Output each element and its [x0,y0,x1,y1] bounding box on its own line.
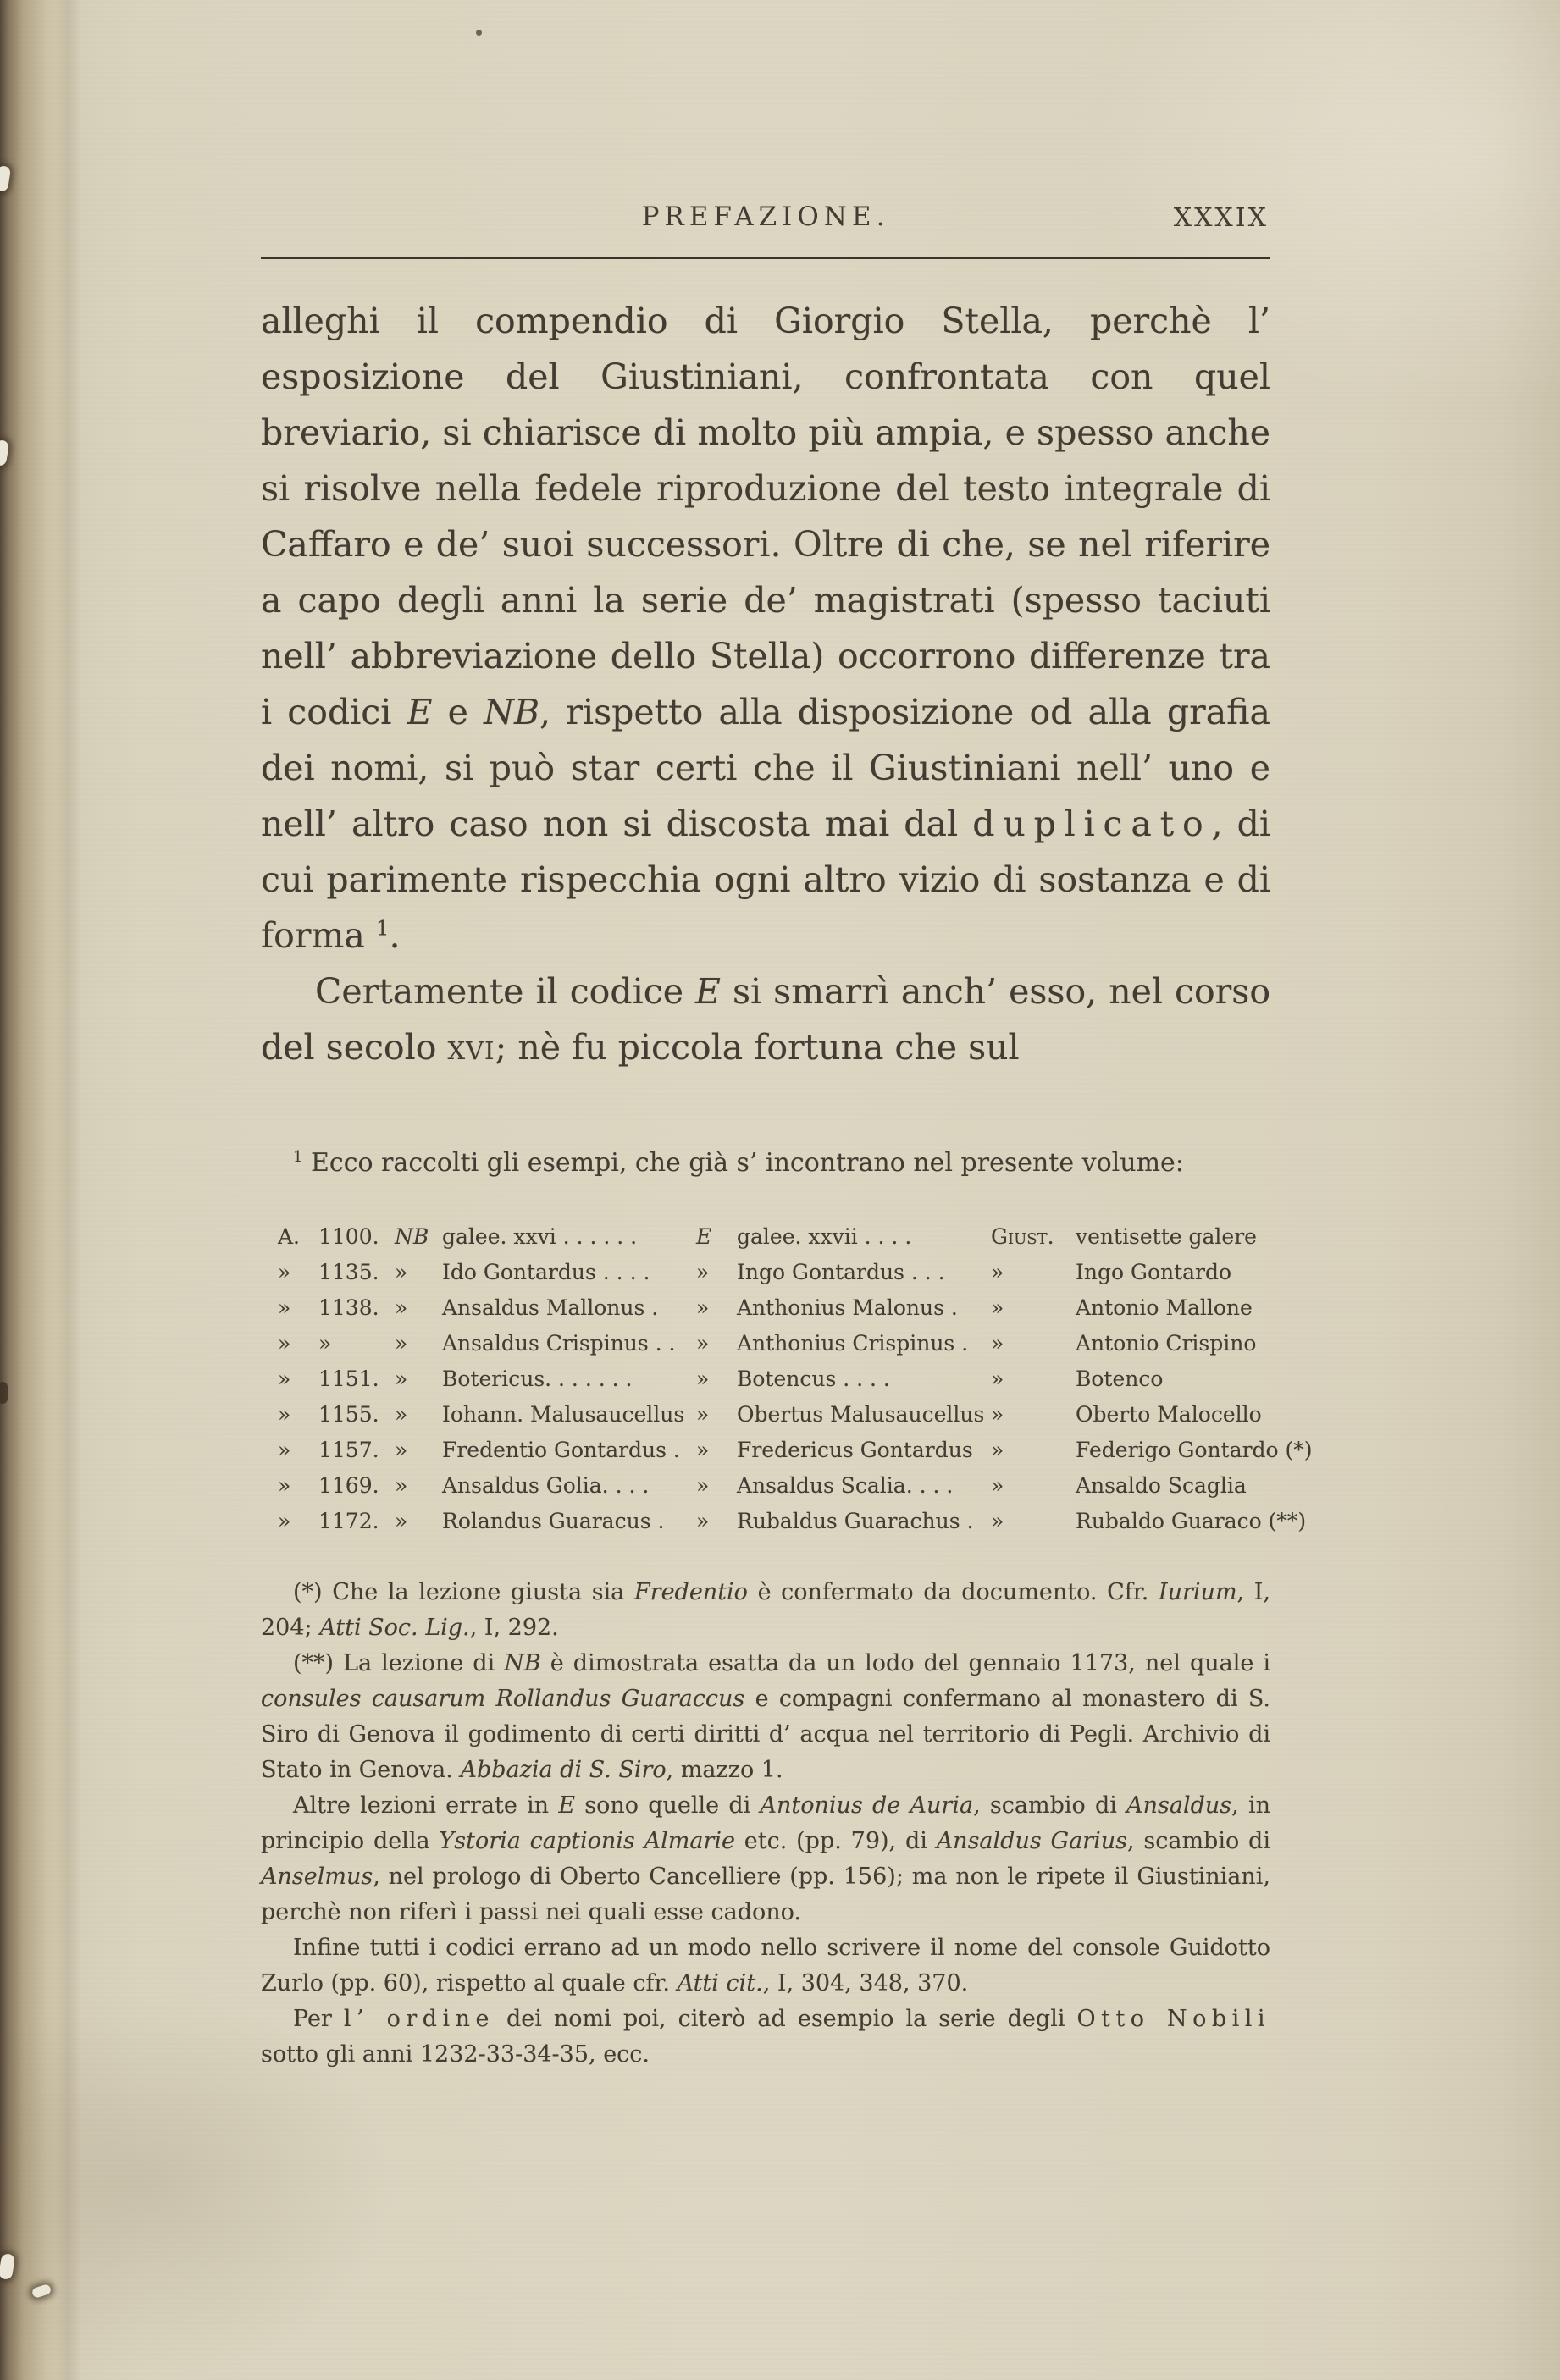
header-rule [261,257,1270,259]
text-segment: Ansaldus [1126,1792,1232,1819]
paragraph [261,293,1270,964]
cell-codex-nb: NB [395,1224,429,1249]
cell-giust-reading: Oberto Malocello [1076,1402,1262,1427]
cell-e-reading: Obertus Malusaucellus [737,1402,985,1427]
cell-codex-nb: » [395,1260,408,1284]
cell-series: A. [278,1224,301,1249]
paper-speck [476,30,482,36]
cell-giust: Giust. [991,1224,1054,1249]
cell-codex-nb: » [395,1295,408,1320]
text-segment: E [407,692,433,732]
cell-e-reading: Fredericus Gontardus [737,1438,973,1462]
cell-series: » [278,1331,291,1356]
text-segment: , I, 304, 348, 370. [762,1970,969,1996]
cell-giust: » [991,1331,1004,1356]
cell-codex-nb: » [395,1331,408,1356]
text-segment: , I, 204; [261,1579,1271,1641]
cell-codex-e: E [696,1224,712,1249]
text-segment: è dimostrata esatta da un lodo del gennaio 1173, nel quale i [540,1650,1270,1676]
text-segment: , in principio della [261,1792,1270,1854]
cell-e-reading: Botencus . . . . [737,1367,890,1391]
comparison-table [261,1219,1313,1539]
cell-giust: » [991,1509,1004,1533]
text-segment: si smarrì anch’ esso, nel corso del secolo [261,971,1271,1068]
cell-e-reading: Ingo Gontardus . . . [737,1260,945,1284]
table-row [278,1290,1270,1326]
binding-stitch [31,2283,53,2299]
cell-giust: » [991,1473,1004,1498]
cell-series: » [278,1509,291,1533]
text-segment: E [558,1792,576,1819]
text-segment: ; nè fu piccola fortuna che sul [495,1027,1020,1068]
text-segment: E [695,971,721,1012]
cell-year: » [318,1331,332,1356]
text-segment: NB [504,1650,541,1676]
table-row [278,1361,1270,1397]
text-segment: e [432,692,484,732]
binding-stitch [0,439,9,467]
text-segment: , scambio di [1126,1828,1270,1854]
cell-e-reading: Anthonius Malonus . [737,1295,958,1320]
text-segment: Iurium [1158,1579,1237,1605]
text-segment: sotto gli anni 1232-33-34-35, ecc. [261,2041,650,2068]
cell-e-reading: Anthonius Crispinus . [737,1331,969,1356]
cell-series: » [278,1367,291,1391]
cell-nb-reading: Botericus. . . . . . . [442,1367,633,1391]
text-segment: Atti Soc. Lig. [319,1615,470,1641]
cell-series: » [278,1260,291,1284]
cell-year: 1157. [318,1438,379,1462]
cell-series: » [278,1438,291,1462]
cell-codex-nb: » [395,1367,408,1391]
footnote [261,2002,1270,2073]
paragraph [261,964,1270,1075]
text-segment: Per [293,2006,344,2032]
footnote [261,1575,1270,1646]
page-content [261,202,1313,2073]
binding-stitch [0,2253,15,2280]
cell-year: 1172. [318,1509,379,1533]
text-segment: duplicato [972,803,1212,844]
text-segment: Abbazia di S. Siro [460,1757,667,1783]
cell-nb-reading: Fredentio Gontardus . [442,1438,680,1462]
text-segment: Ecco raccolti gli esempi, che già s’ incontrano nel presente volume: [302,1148,1184,1178]
cell-codex-nb: » [395,1438,408,1462]
cell-codex-nb: » [395,1473,408,1498]
cell-codex-e: » [696,1295,710,1320]
cell-nb-reading: Rolandus Guaracus . [442,1509,665,1533]
cell-codex-e: » [696,1402,710,1427]
text-segment: 1 [375,915,390,941]
footnote [261,1930,1270,2002]
text-segment: , I, 292. [469,1615,559,1641]
cell-giust-reading: Antonio Mallone [1076,1295,1253,1320]
cell-year: 1169. [318,1473,379,1498]
table-row [278,1504,1307,1539]
cell-year: 1155. [318,1402,379,1427]
cell-e-reading: galee. xxvii . . . . [737,1224,912,1249]
cell-codex-e: » [696,1509,710,1533]
text-segment: Ystoria captionis Almarie [439,1828,735,1854]
text-segment: . [389,915,401,956]
cell-giust-reading: Federigo Gontardo (*) [1076,1438,1313,1462]
table-row [278,1468,1270,1504]
footnote [261,1788,1270,1930]
cell-nb-reading: Ido Gontardus . . . . [442,1260,650,1284]
cell-giust-reading: Ansaldo Scaglia [1076,1473,1247,1498]
text-segment: NB [484,692,540,732]
text-segment: l’ ordine [343,2006,495,2032]
cell-codex-e: » [696,1438,710,1462]
cell-nb-reading: Ansaldus Mallonus . [442,1295,659,1320]
page-title: PREFAZIONE. [641,202,890,232]
text-segment: Anselmus [261,1864,373,1890]
cell-series: » [278,1295,291,1320]
cell-codex-e: » [696,1367,710,1391]
text-segment: , di cui parimente rispecchia ogni altro vizio di sostanza e di forma [261,803,1270,956]
cell-giust: » [991,1438,1004,1462]
cell-giust-reading: Antonio Crispino [1076,1331,1257,1356]
cell-year: 1138. [318,1295,379,1320]
main-text [261,293,1270,1075]
cell-codex-e: » [696,1331,710,1356]
footnotes [261,1575,1270,2073]
cell-giust: » [991,1295,1004,1320]
cell-codex-e: » [696,1260,710,1284]
cell-nb-reading: Ansaldus Crispinus . . [442,1331,676,1356]
text-segment: e compagni confermano al monastero di S. Siro di Genova il godimento di certi diritti d’ acqua nel territorio di Pegli. Archivio di Stato in Genova. [261,1686,1270,1783]
text-segment: Fredentio [633,1579,748,1605]
text-segment: è confermato da documento. Cfr. [747,1579,1159,1605]
text-segment: Otto Nobili [1076,2006,1270,2032]
text-segment: consules causarum Rollandus Guaraccus [261,1686,745,1712]
cell-year: 1100. [318,1224,379,1249]
cell-giust: » [991,1367,1004,1391]
binding-stitch [0,165,11,192]
cell-giust-reading: Rubaldo Guaraco (**) [1076,1509,1307,1533]
text-segment: Altre lezioni errate in [293,1792,559,1819]
text-segment: Ansaldus Garius [936,1828,1127,1854]
text-segment: alleghi il compendio di Giorgio Stella, perchè l’ esposizione del Giustiniani, confrontata con quel breviario, si chiarisce di molto più ampia, e spesso anche si risolve nella fedele riproduzione del testo integrale di Caffaro e de’ suoi successori. Oltre di che, se nel riferire a capo degli anni la serie de’ magistrati (spesso taciuti nell’ abbreviazione dello Stella) occorrono differenze tra i codici [261,301,1270,732]
text-segment: , nel prologo di Oberto Cancelliere (pp. 156); ma non le ripete il Giustiniani, perchè non riferì i passi nei quali esse cadono. [261,1864,1270,1925]
cell-year: 1135. [318,1260,379,1284]
cell-giust-reading: Botenco [1076,1367,1164,1391]
text-segment: (**) La lezione di [293,1650,505,1676]
footnote [261,1646,1270,1788]
cell-year: 1151. [318,1367,379,1391]
cell-codex-nb: » [395,1509,408,1533]
cell-e-reading: Rubaldus Guarachus . [737,1509,974,1533]
text-segment: Infine tutti i codici errano ad un modo nello scrivere il nome del console Guidotto Zurlo (pp. 60), rispetto al quale cfr. [261,1935,1270,1996]
text-segment: Antonius de Auria [760,1792,974,1819]
table-row [278,1433,1313,1468]
cell-nb-reading: galee. xxvi . . . . . . [442,1224,638,1249]
text-segment: xvi [447,1027,495,1068]
cell-giust-reading: ventisette galere [1076,1224,1257,1249]
text-segment: 1 [293,1148,303,1166]
cell-giust-reading: Ingo Gontardo [1076,1260,1232,1284]
cell-e-reading: Ansaldus Scalia. . . . [737,1473,954,1498]
text-segment: etc. (pp. 79), di [734,1828,937,1854]
cell-nb-reading: Ansaldus Golia. . . . [442,1473,650,1498]
cell-codex-nb: » [395,1402,408,1427]
text-segment: dei nomi poi, citerò ad esempio la serie degli [494,2006,1077,2032]
text-segment: Certamente il codice [315,971,695,1012]
text-segment: (*) Che la lezione giusta sia [293,1579,634,1605]
footnote-intro [261,1146,1270,1180]
table-row [278,1255,1270,1290]
text-segment: Atti cit. [677,1970,763,1996]
binding-notch [0,1382,8,1404]
table-row [278,1326,1270,1361]
text-segment: , mazzo 1. [666,1757,783,1783]
cell-nb-reading: Iohann. Malusaucellus [442,1402,685,1427]
cell-giust: » [991,1260,1004,1284]
text-segment: , scambio di [973,1792,1127,1819]
cell-codex-e: » [696,1473,710,1498]
page-header [261,202,1270,242]
cell-giust: » [991,1402,1004,1427]
table-row [278,1397,1270,1433]
text-segment: sono quelle di [575,1792,761,1819]
table-row [278,1219,1270,1255]
cell-series: » [278,1402,291,1427]
cell-series: » [278,1473,291,1498]
page-number: XXXIX [1173,203,1269,233]
text-segment: , rispetto alla disposizione od alla grafia dei nomi, si può star certi che il Giustiniani nell’ uno e nell’ altro caso non si discosta mai dal [261,692,1270,844]
